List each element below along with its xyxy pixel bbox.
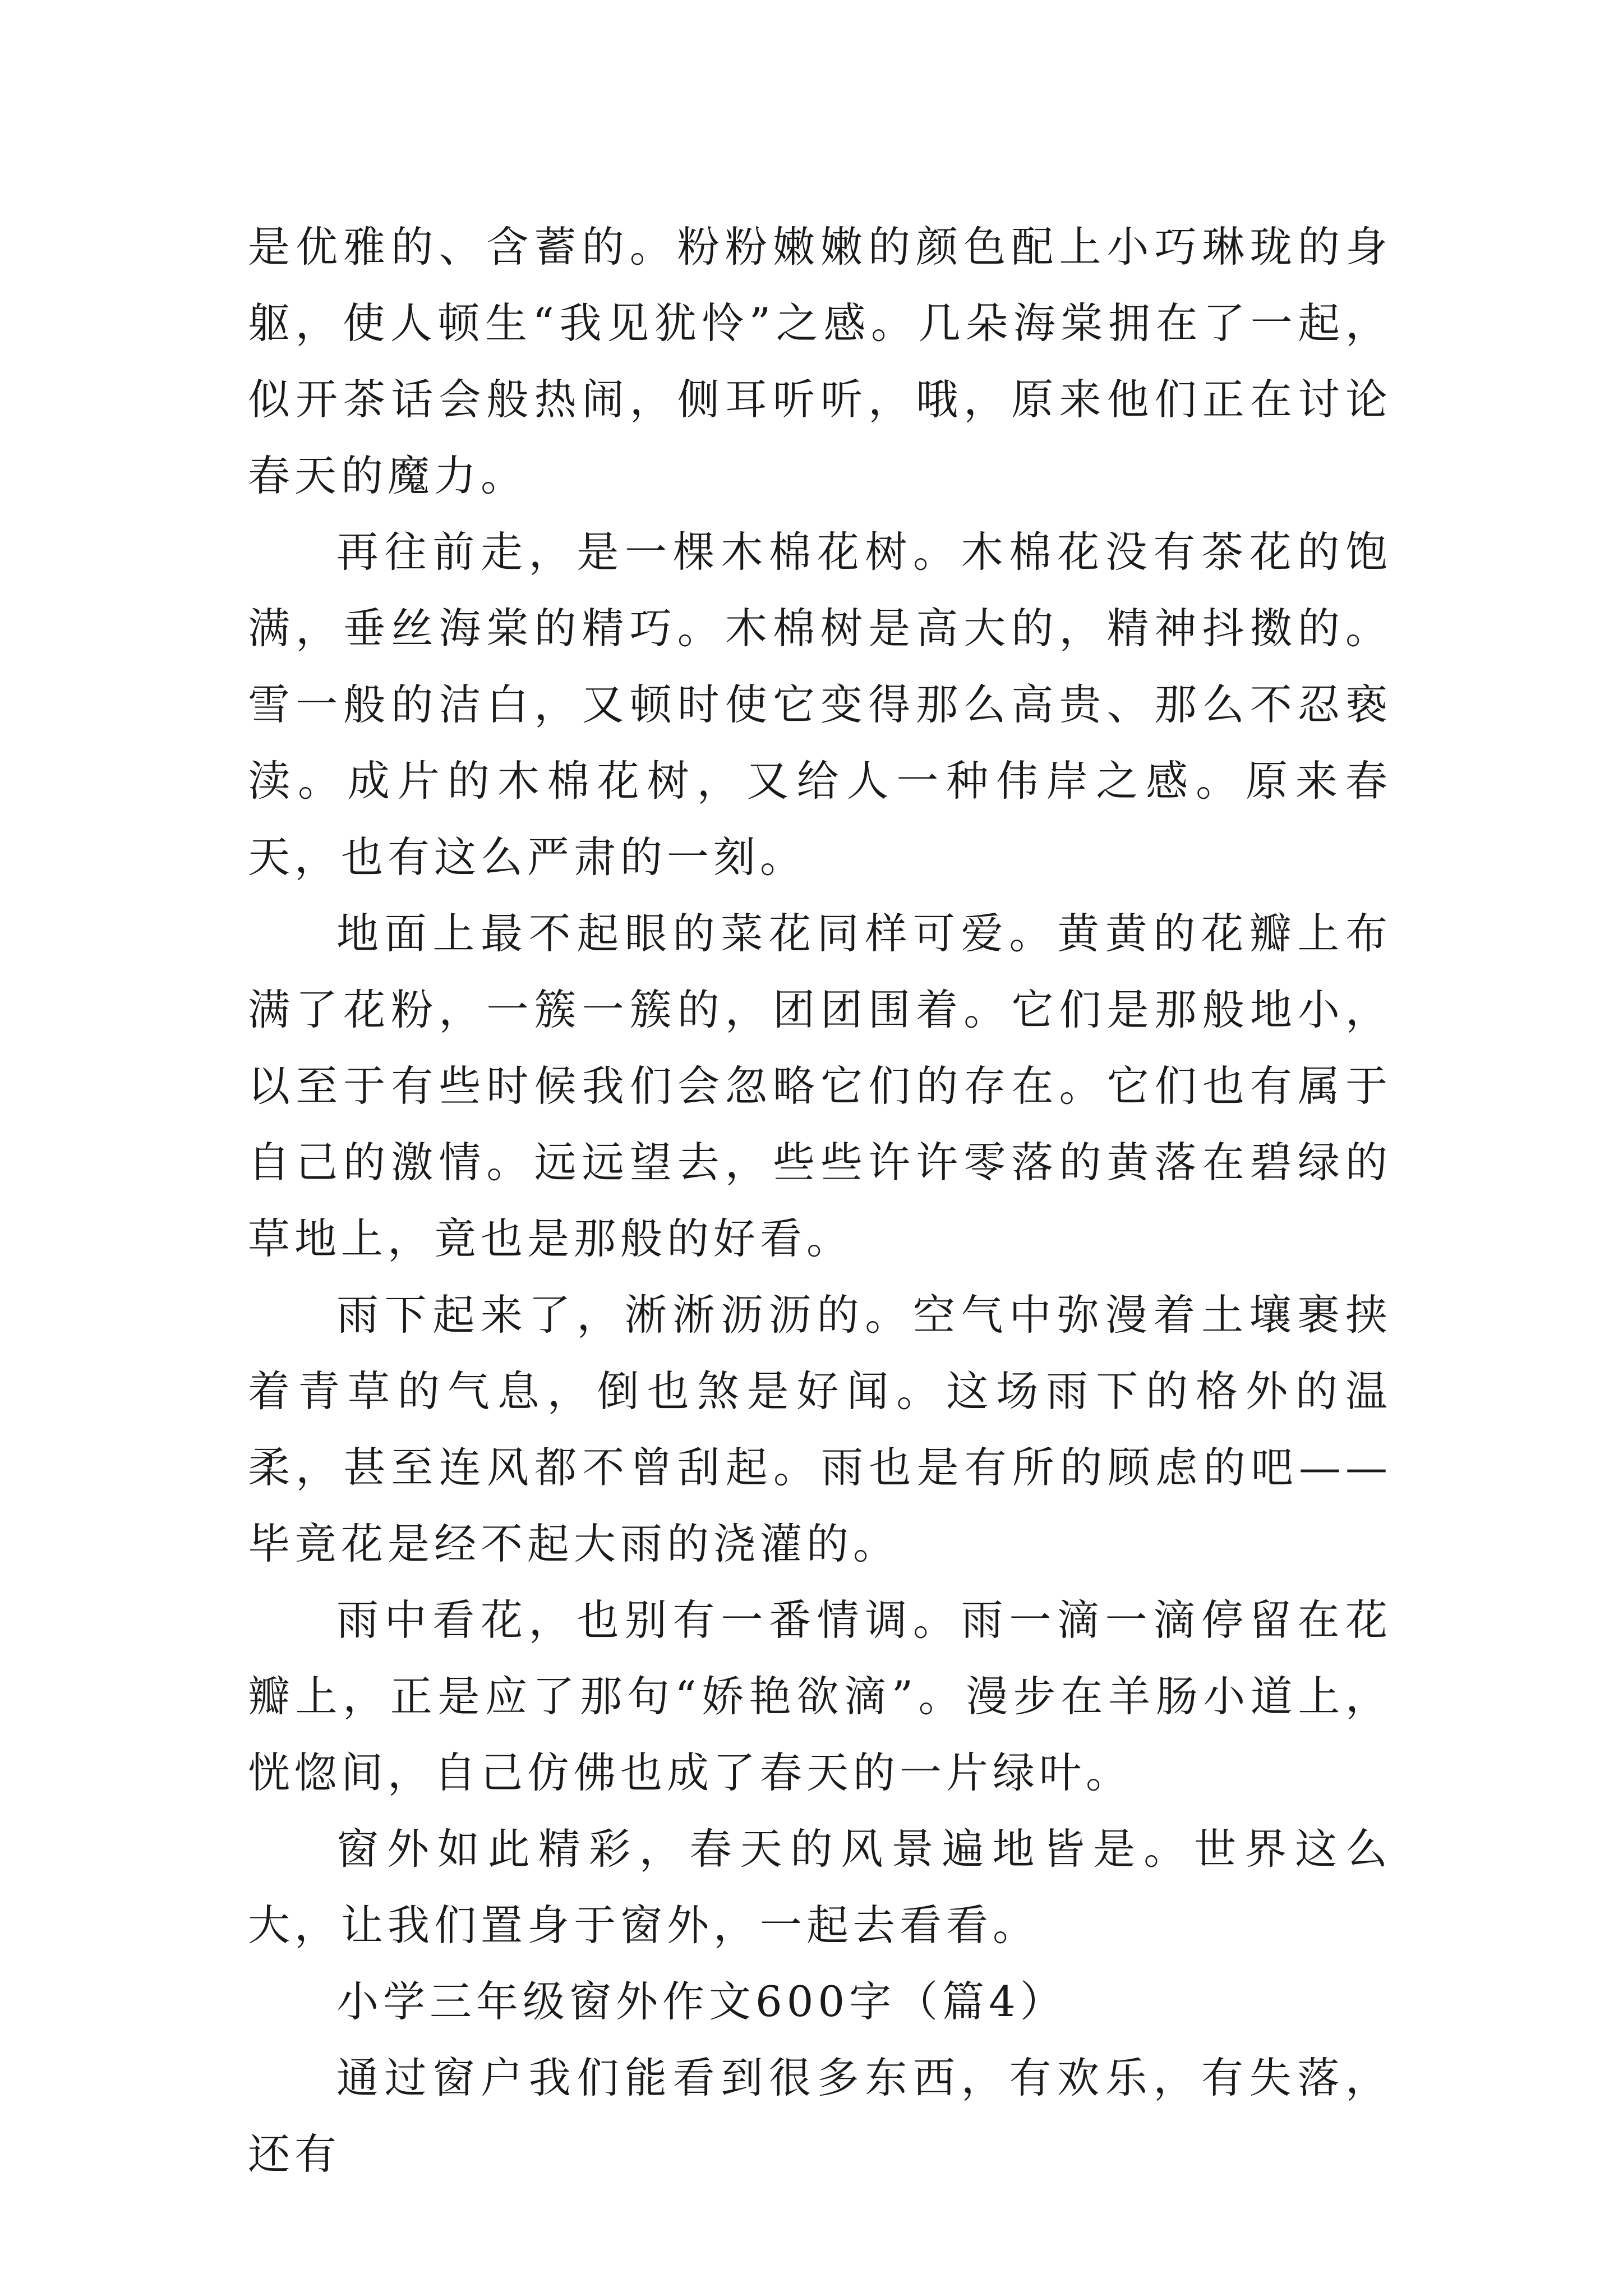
paragraph-6: 窗外如此精彩，春天的风景遍地皆是。世界这么大，让我们置身于窗外，一起去看看。: [248, 1824, 1392, 1950]
paragraph-7: 通过窗户我们能看到很多东西，有欢乐，有失落，还有: [248, 2053, 1392, 2179]
paragraph-5: 雨中看花，也别有一番情调。雨一滴一滴停留在花瓣上，正是应了那句“娇艳欲滴”。漫步在羊肠小道上，恍惚间，自己仿佛也成了春天的一片绿叶。: [248, 1595, 1392, 1797]
paragraph-1: 是优雅的、含蓄的。粉粉嫩嫩的颜色配上小巧琳珑的身躯，使人顿生“我见犹怜”之感。几朵海棠拥在了一起，似开茶话会般热闹，侧耳听听，哦，原来他们正在讨论春天的魔力。: [248, 222, 1392, 500]
paragraph-2: 再往前走，是一棵木棉花树。木棉花没有茶花的饱满，垂丝海棠的精巧。木棉树是高大的，精神抖擞的。雪一般的洁白，又顿时使它变得那么高贵、那么不忍亵渎。成片的木棉花树，又给人一种伟岸之感。原来春天，也有这么严肃的一刻。: [248, 527, 1392, 882]
article-body: [248, 209, 1392, 2192]
paragraph-4: 雨下起来了，淅淅沥沥的。空气中弥漫着土壤裹挟着青草的气息，倒也煞是好闻。这场雨下的格外的温柔，甚至连风都不曾刮起。雨也是有所的顾虑的吧——毕竟花是经不起大雨的浇灌的。: [248, 1290, 1392, 1568]
paragraph-3: 地面上最不起眼的菜花同样可爱。黄黄的花瓣上布满了花粉，一簇一簇的，团团围着。它们是那般地小，以至于有些时候我们会忽略它们的存在。它们也有属于自己的激情。远远望去，些些许许零落的黄落在碧绿的草地上，竟也是那般的好看。: [248, 909, 1392, 1263]
section-heading: 小学三年级窗外作文600字（篇4）: [336, 1977, 1067, 2026]
